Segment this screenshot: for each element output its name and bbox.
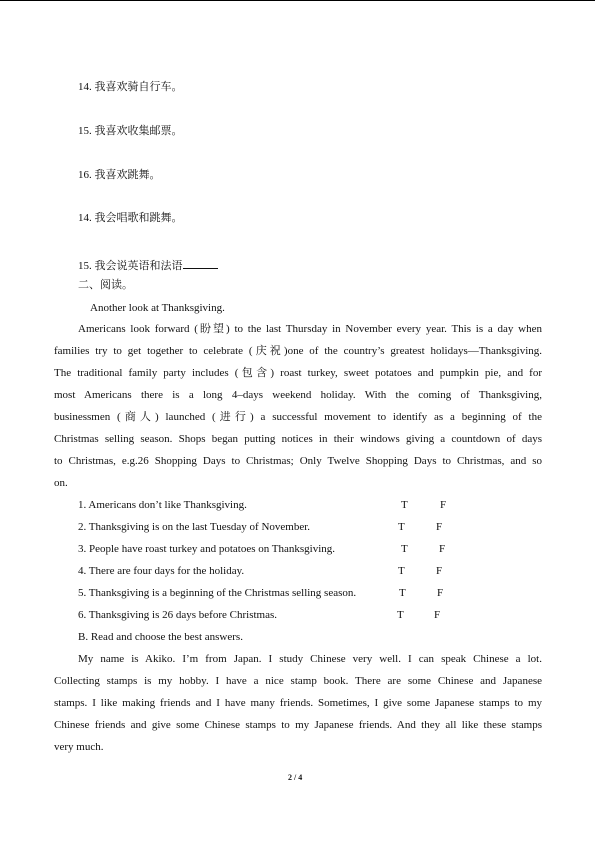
- tf-true-option[interactable]: T: [401, 543, 408, 555]
- exercise-14-bike: 14. 我喜欢骑自行车。: [78, 81, 183, 93]
- answer-blank[interactable]: [183, 258, 218, 269]
- tf-question-text: 1. Americans don’t like Thanksgiving.: [78, 499, 247, 511]
- passage-b-line: Collecting stamps is my hobby. I have a nice stamp book. There are some Chinese and Japanese: [54, 675, 542, 687]
- exercise-15-stamps: 15. 我喜欢收集邮票。: [78, 125, 183, 137]
- tf-question-text: 6. Thanksgiving is 26 days before Christmas.: [78, 609, 277, 621]
- exercise-14-sing-dance: 14. 我会唱歌和跳舞。: [78, 212, 183, 224]
- tf-false-option[interactable]: F: [437, 587, 444, 599]
- tf-question-text: 4. There are four days for the holiday.: [78, 565, 245, 577]
- passage-a-line: Americans look forward (盼望) to the last Thursday in November every year. This is a day when: [78, 323, 542, 335]
- passage-a-line: most Americans there is a long 4–days weekend holiday. With the coming of Thanksgiving,: [54, 389, 542, 401]
- section-b-heading: B. Read and choose the best answers.: [78, 631, 243, 643]
- exercise-16-dance: 16. 我喜欢跳舞。: [78, 169, 161, 181]
- tf-false-option[interactable]: F: [440, 499, 447, 511]
- tf-true-option[interactable]: T: [398, 565, 405, 577]
- passage-a-line: businessmen (商人) launched (进行) a successful movement to identify as a beginning of the: [54, 411, 542, 423]
- passage-a-line: Christmas selling season. Shops began putting notices in their windows giving a countdown of days: [54, 433, 542, 445]
- exercise-15-languages: [78, 258, 218, 273]
- tf-false-option[interactable]: F: [434, 609, 441, 621]
- tf-false-option[interactable]: F: [439, 543, 446, 555]
- passage-a-line: to Christmas, e.g.26 Shopping Days to Christmas; Only Twelve Shopping Days to Christmas, and so: [54, 455, 542, 467]
- tf-question-text: 3. People have roast turkey and potatoes on Thanksgiving.: [78, 543, 336, 555]
- passage-a-line: families try to get together to celebrate (庆祝)one of the country’s greatest holidays—Thanksgiving.: [54, 345, 542, 357]
- tf-true-option[interactable]: T: [399, 587, 406, 599]
- section-two-heading: 二、阅读。: [78, 279, 133, 291]
- passage-b-line: very much.: [54, 741, 104, 753]
- tf-question-text: 2. Thanksgiving is on the last Tuesday of November.: [78, 521, 311, 533]
- exercise-text: 15. 我会说英语和法语: [78, 260, 183, 272]
- passage-a-line: on.: [54, 477, 68, 489]
- passage-b-line: Chinese friends and give some Chinese stamps to my Japanese friends. And they all like these stamps: [54, 719, 542, 731]
- tf-false-option[interactable]: F: [436, 565, 443, 577]
- page-number: 2 / 4: [288, 773, 303, 782]
- passage-b-line: My name is Akiko. I’m from Japan. I study Chinese very well. I can speak Chinese a lot.: [78, 653, 542, 665]
- passage-b-line: stamps. I like making friends and I have many friends. Sometimes, I give some Japanese stamps to my: [54, 697, 542, 709]
- tf-true-option[interactable]: T: [398, 521, 405, 533]
- tf-false-option[interactable]: F: [436, 521, 443, 533]
- tf-true-option[interactable]: T: [397, 609, 404, 621]
- tf-true-option[interactable]: T: [401, 499, 408, 511]
- tf-question-text: 5. Thanksgiving is a beginning of the Christmas selling season.: [78, 587, 357, 599]
- passage-a-title: Another look at Thanksgiving.: [90, 302, 225, 314]
- passage-a-line: The traditional family party includes (包含) roast turkey, sweet potatoes and pumpkin pie, and for: [54, 367, 542, 379]
